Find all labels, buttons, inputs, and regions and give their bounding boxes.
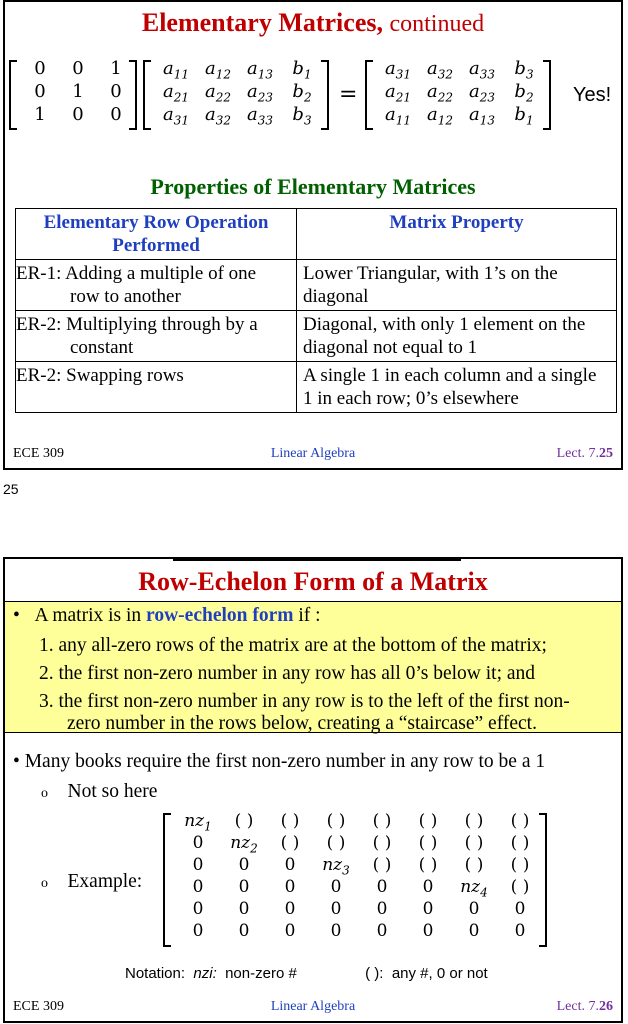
matrix-cell: ( ) <box>510 833 530 853</box>
matrix-cell: 0 <box>110 81 122 102</box>
table-row <box>16 260 617 311</box>
title-continued: continued <box>389 11 485 37</box>
left-bracket <box>365 60 373 130</box>
matrix-cell: 0 <box>192 855 204 875</box>
table-cell: ER-1: Adding a multiple of one row to another <box>16 260 297 311</box>
matrix-cell: 1 <box>110 58 122 79</box>
sub-bullet <box>41 781 157 803</box>
notation-label: Notation: <box>125 965 186 982</box>
table-cell: A single 1 in each column and a single 1 in each row; 0’s elsewhere <box>297 362 617 413</box>
matrix-cell: ( ) <box>510 877 530 897</box>
matrix-cell: 0 <box>330 899 342 919</box>
matrix-cell: 0 <box>284 855 296 875</box>
properties-table <box>15 208 617 413</box>
circle-bullet-icon: o <box>41 876 48 891</box>
slide-footer <box>13 446 613 466</box>
matrix-cell: 0 <box>330 877 342 897</box>
footer-course: ECE 309 <box>13 446 64 461</box>
slide-title: Row-Echelon Form of a Matrix <box>138 567 488 596</box>
table-row <box>16 362 617 413</box>
matrix-cell: 0 <box>330 921 342 941</box>
matrix-cell: $a_{33}$ <box>468 58 495 82</box>
matrix-cell: 0 <box>284 877 296 897</box>
list-item: 2. the first non-zero number in any row has all 0’s below it; and <box>39 663 536 684</box>
bullet-text: Many books require the first non-zero number in any row to be a 1 <box>24 751 546 772</box>
matrix-cell: ( ) <box>372 833 392 853</box>
matrix-cell: 0 <box>284 899 296 919</box>
matrix-cell: ( ) <box>372 855 392 875</box>
matrix-cell: 0 <box>422 877 434 897</box>
table-cell: Diagonal, with only 1 element on the diagonal not equal to 1 <box>297 311 617 362</box>
sub-bullet-text: Example: <box>67 871 143 892</box>
matrix-cell: 0 <box>468 921 480 941</box>
slide-elementary-matrices <box>3 0 623 470</box>
matrix-cell: $a_{22}$ <box>204 81 231 105</box>
matrix-cell: $nz_1$ <box>184 811 212 834</box>
matrix-cell: ( ) <box>510 811 530 831</box>
left-bracket <box>9 60 17 130</box>
list-item: 3. the first non-zero number in any row is to the left of the first non- <box>39 691 570 712</box>
circle-bullet-icon: o <box>41 786 48 801</box>
footer-slide-number: 25 <box>599 446 613 461</box>
sub-bullet <box>41 871 142 893</box>
matrix-cell: 0 <box>72 104 84 125</box>
matrix-cell: 0 <box>192 833 204 853</box>
footer-topic: Linear Algebra <box>270 446 356 461</box>
bullet-books <box>13 751 545 773</box>
title-main: Elementary Matrices, <box>141 8 383 37</box>
matrix-cell: $a_{31}$ <box>162 104 189 128</box>
matrix-cell: $a_{21}$ <box>384 81 411 105</box>
bullet-icon: • <box>13 751 20 772</box>
list-item-continued: zero number in the rows below, creating a “staircase” effect. <box>67 713 537 734</box>
matrix-cell: $a_{12}$ <box>426 104 453 128</box>
matrix-cell: ( ) <box>464 811 484 831</box>
matrix-cell: $b_2$ <box>292 81 312 105</box>
matrix-cell: 0 <box>34 58 46 79</box>
matrix-cell: $b_3$ <box>514 58 534 82</box>
matrix-cell: ( ) <box>418 833 438 853</box>
matrix-cell: 0 <box>284 921 296 941</box>
footer-lecture <box>557 446 613 462</box>
bullet-text-end: if : <box>293 605 321 626</box>
header-matrix-property: Matrix Property <box>297 209 617 260</box>
matrix-cell: 0 <box>238 877 250 897</box>
table-cell: ER-2: Swapping rows <box>16 362 297 413</box>
matrix-cell: ( ) <box>418 855 438 875</box>
notation-nz: nzi: <box>193 965 217 982</box>
footer-course: ECE 309 <box>13 999 64 1014</box>
matrix-cell: $a_{31}$ <box>384 58 411 82</box>
matrix-cell: $a_{11}$ <box>384 104 411 128</box>
properties-heading: Properties of Elementary Matrices <box>150 174 476 199</box>
matrix-cell: 0 <box>514 921 526 941</box>
matrix-cell: ( ) <box>464 833 484 853</box>
matrix-cell: $a_{32}$ <box>426 58 453 82</box>
slide-footer <box>13 999 613 1019</box>
slide-title <box>5 8 621 38</box>
bullet-icon: • <box>13 605 20 626</box>
page-number: 25 <box>3 481 19 497</box>
matrix-cell: 0 <box>192 899 204 919</box>
matrix-cell: 0 <box>376 921 388 941</box>
matrix-cell: 0 <box>238 855 250 875</box>
matrix-cell: $a_{32}$ <box>204 104 231 128</box>
matrix-cell: 1 <box>34 104 46 125</box>
result-matrix <box>365 58 553 130</box>
matrix-cell: 0 <box>422 921 434 941</box>
footer-topic: Linear Algebra <box>270 999 356 1014</box>
row-echelon-term: row-echelon form <box>146 605 294 626</box>
matrix-cell: ( ) <box>464 855 484 875</box>
notation-any: ( ): <box>365 965 384 982</box>
matrix-cell: 0 <box>192 877 204 897</box>
matrix-cell: ( ) <box>418 811 438 831</box>
footer-lecture-prefix: Lect. 7. <box>556 446 599 461</box>
example-matrix <box>163 811 549 947</box>
matrix-cell: 0 <box>34 81 46 102</box>
matrix-cell: $nz_3$ <box>322 855 350 878</box>
matrix-cell: 0 <box>422 899 434 919</box>
matrix-cell: 0 <box>468 899 480 919</box>
notation-nz-desc: non-zero # <box>225 965 297 982</box>
bullet-definition <box>13 605 321 627</box>
footer-slide-number: 26 <box>599 999 613 1014</box>
left-bracket <box>143 60 151 130</box>
matrix-cell: 0 <box>72 58 84 79</box>
matrix-cell: 1 <box>72 81 84 102</box>
bullet-text: A matrix is in <box>34 605 147 626</box>
matrix-cell: $b_1$ <box>514 104 534 128</box>
matrix-cell: 0 <box>238 921 250 941</box>
matrix-cell: $b_3$ <box>292 104 312 128</box>
matrix-cell: $a_{13}$ <box>246 58 273 82</box>
table-row <box>16 311 617 362</box>
matrix-cell: $b_2$ <box>514 81 534 105</box>
matrix-cell: $a_{23}$ <box>468 81 495 105</box>
footer-lecture-prefix: Lect. 7. <box>556 999 599 1014</box>
matrix-cell: ( ) <box>372 811 392 831</box>
table-cell: ER-2: Multiplying through by a constant <box>16 311 297 362</box>
matrix-cell: $a_{11}$ <box>162 58 189 82</box>
matrix-cell: $a_{12}$ <box>204 58 231 82</box>
matrix-cell: ( ) <box>234 811 254 831</box>
notation-any-desc: any #, 0 or not <box>391 965 488 982</box>
header-row-operation: Elementary Row Operation Performed <box>16 209 297 260</box>
left-bracket <box>163 813 171 947</box>
matrix-cell: $a_{22}$ <box>426 81 453 105</box>
matrix-cell: $nz_2$ <box>230 833 258 856</box>
matrix-cell: 0 <box>110 104 122 125</box>
matrix-cell: $a_{33}$ <box>246 104 273 128</box>
matrix-cell: $a_{13}$ <box>468 104 495 128</box>
matrix-cell: ( ) <box>510 855 530 875</box>
matrix-cell: 0 <box>514 899 526 919</box>
matrix-cell: $b_1$ <box>292 58 312 82</box>
augmented-matrix <box>143 58 331 130</box>
matrix-cell: ( ) <box>326 811 346 831</box>
table-cell: Lower Triangular, with 1’s on the diagonal <box>297 260 617 311</box>
list-item: 1. any all-zero rows of the matrix are at the bottom of the matrix; <box>39 635 547 656</box>
matrix-cell: 0 <box>238 899 250 919</box>
matrix-cell: ( ) <box>280 833 300 853</box>
matrix-cell: 0 <box>192 921 204 941</box>
matrix-cell: ( ) <box>326 833 346 853</box>
footer-lecture <box>557 999 613 1015</box>
yes-label: Yes! <box>573 84 612 106</box>
matrix-cell: 0 <box>376 877 388 897</box>
matrix-cell: $a_{23}$ <box>246 81 273 105</box>
matrix-cell: $nz_4$ <box>460 877 488 900</box>
elementary-matrix <box>9 58 139 130</box>
slide-row-echelon <box>3 557 623 1023</box>
matrix-cell: $a_{21}$ <box>162 81 189 105</box>
equals-sign: = <box>339 82 358 107</box>
sub-bullet-text: Not so here <box>67 781 158 802</box>
matrix-cell: ( ) <box>280 811 300 831</box>
matrix-cell: 0 <box>376 899 388 919</box>
divider <box>173 559 461 561</box>
notation <box>125 965 488 982</box>
